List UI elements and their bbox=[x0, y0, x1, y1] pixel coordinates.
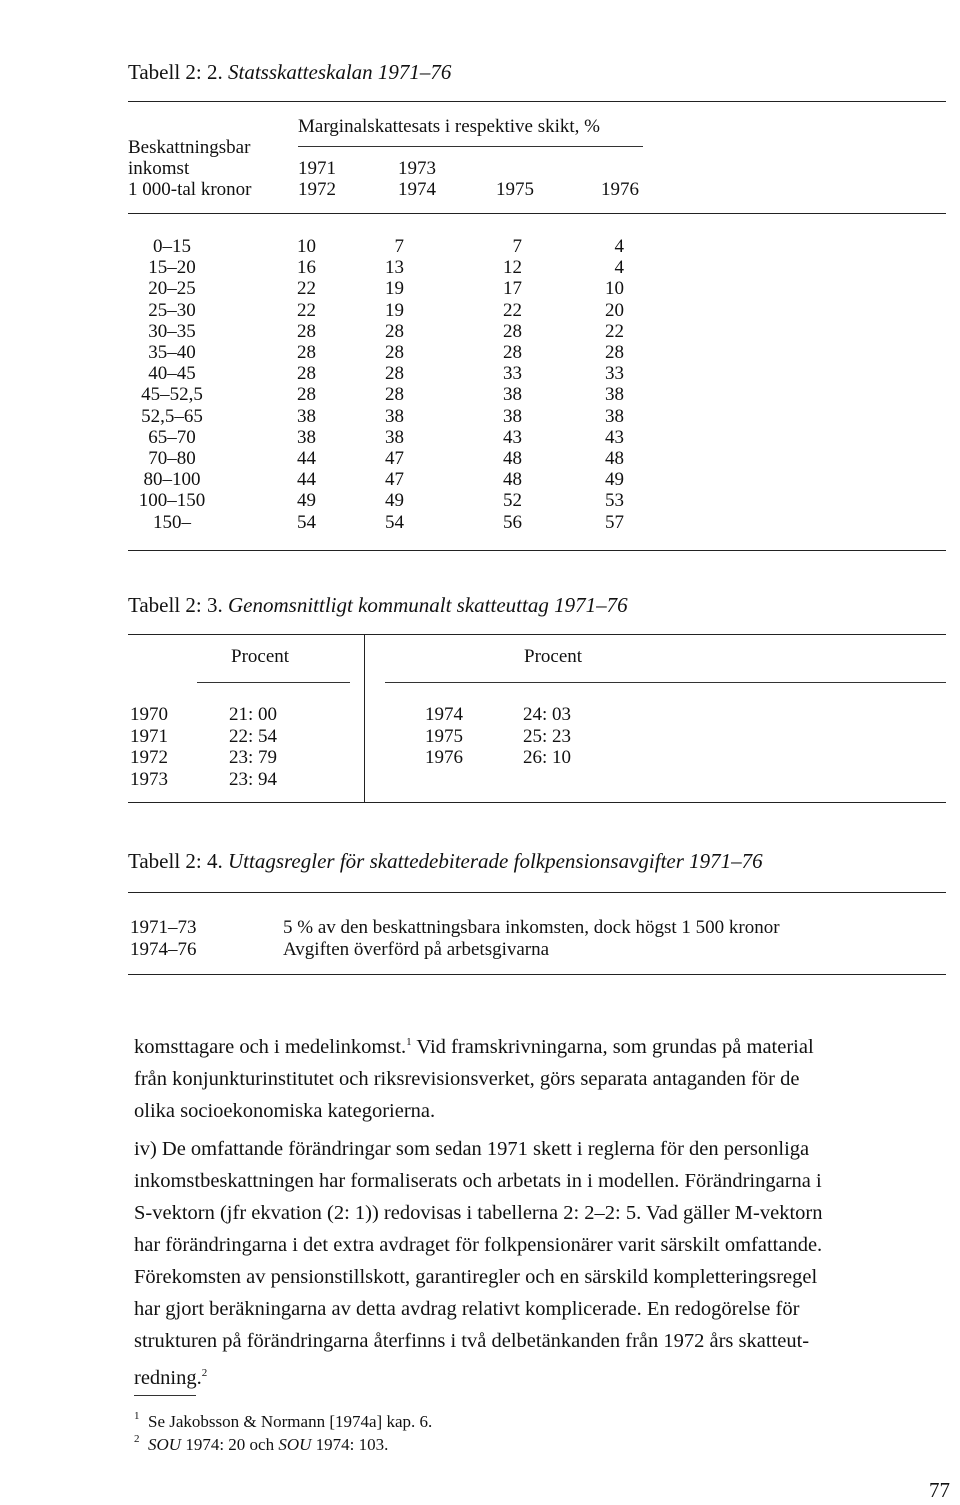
table-2-3-left-year: 1970 bbox=[130, 704, 168, 725]
table-2-3-bottom-rule bbox=[128, 802, 946, 803]
table-2-2-value-cell: 38 bbox=[503, 384, 522, 406]
table-2-3-right-year: 1974 bbox=[425, 704, 463, 725]
table-2-2-value-cell: 47 bbox=[385, 469, 404, 491]
table-2-2-value-cell: 44 bbox=[297, 448, 316, 469]
footnote-2-sou-1: SOU bbox=[148, 1435, 182, 1454]
p1-line-2: från konjunkturinstitutet och riksrevisionsverket, görs separata antaganden för de bbox=[134, 1068, 800, 1090]
table-2-2-stub-cell: 45–52,5 bbox=[141, 384, 203, 406]
table-2-2-value-cell: 16 bbox=[297, 257, 316, 279]
footnote-rule bbox=[134, 1395, 196, 1396]
table-2-2-title: Statsskatteskalan 1971–76 bbox=[228, 60, 452, 84]
table-2-2-top-rule bbox=[128, 101, 946, 102]
table-2-2-stub-cell: 65–70 bbox=[148, 426, 196, 448]
table-2-2-value-cell: 48 bbox=[503, 448, 522, 469]
table-2-2-stub-cell: 52,5–65 bbox=[141, 405, 203, 427]
table-2-2-value-cell: 54 bbox=[297, 511, 316, 533]
table-2-2-value-cell: 38 bbox=[605, 405, 624, 427]
table-2-3-left-year: 1972 bbox=[130, 747, 168, 768]
table-2-2-value-cell: 28 bbox=[605, 342, 624, 363]
table-2-2-value-cell: 44 bbox=[297, 469, 316, 491]
footnote-2-sou-2: SOU bbox=[278, 1435, 312, 1454]
table-2-3-right-value: 24: 03 bbox=[523, 704, 572, 725]
footnote-2-text-1: 1974: 20 och bbox=[181, 1435, 279, 1454]
table-2-3-caption bbox=[128, 593, 628, 618]
table-2-2-spanner-rule bbox=[298, 146, 643, 147]
table-2-4-row-1-text: 5 % av den beskattningsbara inkomsten, dock högst 1 500 kronor bbox=[283, 917, 780, 938]
table-2-3-right-value: 26: 10 bbox=[523, 747, 572, 768]
table-2-2-value-cell: 28 bbox=[297, 363, 316, 385]
table-2-2-value-cell: 17 bbox=[503, 278, 522, 300]
table-2-2-value-cell: 7 bbox=[512, 236, 522, 257]
table-2-2-value-cell: 49 bbox=[297, 490, 316, 512]
table-2-4-row-1-period: 1971–73 bbox=[130, 917, 197, 938]
page-number: 77 bbox=[929, 1478, 950, 1502]
table-2-3-left-value: 21: 00 bbox=[229, 704, 278, 725]
table-2-2-header-rule bbox=[128, 213, 946, 214]
table-2-2-value-cell: 22 bbox=[297, 299, 316, 321]
table-2-2-value-cell: 33 bbox=[503, 363, 522, 385]
table-2-2-value-cell: 4 bbox=[614, 236, 624, 257]
table-2-2-stub-cell: 100–150 bbox=[138, 490, 206, 512]
stub-header-line-2: inkomst bbox=[128, 158, 190, 179]
table-2-2-value-cell: 13 bbox=[385, 257, 404, 279]
col-header-2-line-1: 1973 bbox=[398, 158, 436, 179]
table-2-2-value-cell: 28 bbox=[385, 320, 404, 342]
table-2-2-stub-cell: 70–80 bbox=[148, 448, 196, 469]
table-2-4-row-2-text: Avgiften överförd på arbetsgivarna bbox=[283, 939, 550, 960]
p2-line-8: redning. bbox=[134, 1367, 202, 1389]
table-2-2-value-cell: 28 bbox=[297, 384, 316, 406]
col-header-1-line-1: 1971 bbox=[298, 158, 336, 179]
table-2-2-value-cell: 38 bbox=[297, 405, 316, 427]
table-2-3-left-header: Procent bbox=[231, 646, 290, 667]
table-2-2-stub-cell: 40–45 bbox=[148, 363, 196, 385]
table-2-2-value-cell: 22 bbox=[605, 320, 624, 342]
table-2-3-right-value: 25: 23 bbox=[523, 725, 572, 747]
table-2-2-value-cell: 53 bbox=[605, 490, 624, 512]
stub-header-line-1: Beskattningsbar bbox=[128, 137, 251, 158]
table-2-3-left-header-rule bbox=[197, 682, 350, 683]
p2-line-2: inkomstbeskattningen har formaliserats och arbetats in i modellen. Förändringarna i bbox=[134, 1170, 822, 1192]
table-2-2-value-cell: 57 bbox=[605, 511, 624, 533]
table-2-2-stub-cell: 80–100 bbox=[143, 469, 201, 491]
p2-line-7: strukturen på förändringarna återfinns i två delbetänkanden från 1972 års skatteut- bbox=[134, 1330, 810, 1352]
table-2-4-bottom-rule bbox=[128, 974, 946, 975]
table-2-2-value-cell: 54 bbox=[385, 511, 404, 533]
footnote-2 bbox=[134, 1433, 388, 1455]
table-2-2-bottom-rule bbox=[128, 550, 946, 551]
p2-line-1: iv) De omfattande förändringar som sedan 1971 skett i reglerna för den personliga bbox=[134, 1138, 810, 1160]
table-2-3-left-value: 23: 79 bbox=[229, 747, 278, 768]
table-2-3-divider bbox=[364, 634, 365, 802]
p1-line-1-tail: Vid framskrivningarna, som grundas på material bbox=[411, 1036, 814, 1058]
table-2-2-value-cell: 28 bbox=[297, 342, 316, 363]
table-2-2-value-cell: 48 bbox=[503, 469, 522, 491]
table-2-3-left-value: 23: 94 bbox=[229, 768, 278, 790]
table-2-3-title: Genomsnittligt kommunalt skatteuttag 1971–76 bbox=[228, 593, 628, 617]
p1-line-3: olika socioekonomiska kategorierna. bbox=[134, 1100, 436, 1122]
table-2-2-stub-cell: 20–25 bbox=[148, 278, 196, 300]
table-2-3-right-year: 1975 bbox=[425, 725, 463, 747]
p1-line-1: komsttagare och i medelinkomst. bbox=[134, 1036, 407, 1058]
table-2-2-stub-cell: 15–20 bbox=[148, 257, 196, 279]
table-2-3-right-header-rule bbox=[385, 682, 946, 683]
table-2-2-value-cell: 38 bbox=[385, 426, 404, 448]
table-2-3-left-value: 22: 54 bbox=[229, 725, 278, 747]
table-2-4-label: Tabell 2: 4. bbox=[128, 849, 223, 873]
table-2-4-caption bbox=[128, 849, 763, 874]
table-2-2-value-cell: 22 bbox=[503, 299, 522, 321]
table-2-2-spanner: Marginalskattesats i respektive skikt, % bbox=[298, 116, 601, 137]
table-2-4-row-2-period: 1974–76 bbox=[130, 939, 197, 960]
table-2-2-value-cell: 33 bbox=[605, 363, 624, 385]
table-2-2-value-cell: 43 bbox=[503, 426, 522, 448]
table-2-2-value-cell: 28 bbox=[297, 320, 316, 342]
table-2-2-value-cell: 19 bbox=[385, 299, 404, 321]
table-2-2-value-cell: 43 bbox=[605, 426, 624, 448]
table-2-2-label: Tabell 2: 2. bbox=[128, 60, 223, 84]
p2-line-4: har förändringarna i det extra avdraget för folkpensionärer varit särskilt omfattande. bbox=[134, 1234, 823, 1256]
table-2-2-value-cell: 38 bbox=[297, 426, 316, 448]
table-2-2-value-cell: 47 bbox=[385, 448, 404, 469]
table-2-2-value-cell: 7 bbox=[394, 236, 404, 257]
stub-header-line-3: 1 000-tal kronor bbox=[128, 179, 252, 200]
table-2-2-stub-cell: 0–15 bbox=[153, 236, 191, 257]
table-2-2-value-cell: 22 bbox=[297, 278, 316, 300]
col-header-3: 1975 bbox=[496, 179, 534, 200]
footnote-1-number: 1 bbox=[134, 1410, 140, 1422]
col-header-4: 1976 bbox=[601, 179, 639, 200]
table-2-3-right-header: Procent bbox=[524, 646, 583, 667]
table-2-2-stub-cell: 30–35 bbox=[148, 320, 196, 342]
table-2-2-value-cell: 4 bbox=[614, 257, 624, 279]
table-2-3-left-year: 1971 bbox=[130, 725, 168, 747]
table-2-2-value-cell: 38 bbox=[503, 405, 522, 427]
table-2-4-title: Uttagsregler för skattedebiterade folkpensionsavgifter 1971–76 bbox=[228, 849, 763, 873]
body-paragraph-2 bbox=[134, 1133, 822, 1394]
table-2-2-value-cell: 28 bbox=[503, 320, 522, 342]
footnote-ref-2: 2 bbox=[201, 1367, 208, 1379]
table-2-2-stub-cell: 150– bbox=[153, 511, 191, 533]
table-2-3-left-year: 1973 bbox=[130, 768, 168, 790]
p2-line-3: S-vektorn (jfr ekvation (2: 1)) redovisas i tabellerna 2: 2–2: 5. Vad gäller M-vektorn bbox=[134, 1202, 823, 1224]
table-2-2-value-cell: 28 bbox=[385, 342, 404, 363]
table-2-2-value-cell: 19 bbox=[385, 278, 404, 300]
table-2-3-top-rule bbox=[128, 634, 946, 635]
footnote-ref-1: 1 bbox=[406, 1036, 412, 1048]
table-2-2-value-cell: 20 bbox=[605, 299, 624, 321]
table-2-2-value-cell: 10 bbox=[605, 278, 624, 300]
table-2-4-top-rule bbox=[128, 892, 946, 893]
table-2-3-right-year: 1976 bbox=[425, 747, 463, 768]
footnote-1-text: Se Jakobsson & Normann [1974a] kap. 6. bbox=[148, 1412, 433, 1431]
footnote-2-number: 2 bbox=[134, 1433, 140, 1445]
footnote-1 bbox=[134, 1410, 432, 1432]
table-2-2-value-cell: 49 bbox=[605, 469, 624, 491]
table-2-2-value-cell: 38 bbox=[385, 405, 404, 427]
table-2-3-label: Tabell 2: 3. bbox=[128, 593, 223, 617]
table-2-2-value-cell: 52 bbox=[503, 490, 522, 512]
col-header-1-line-2: 1972 bbox=[298, 179, 336, 200]
table-2-2-value-cell: 48 bbox=[605, 448, 624, 469]
table-2-2-value-cell: 38 bbox=[605, 384, 624, 406]
table-2-2-caption bbox=[128, 60, 451, 85]
table-2-2-value-cell: 12 bbox=[503, 257, 522, 279]
table-2-2-value-cell: 28 bbox=[385, 384, 404, 406]
p2-line-5: Förekomsten av pensionstillskott, garantiregler och en särskild kompletteringsregel bbox=[134, 1266, 818, 1288]
p2-line-6: har gjort beräkningarna av detta avdrag relativt komplicerade. En redogörelse för bbox=[134, 1298, 800, 1320]
table-2-2-stub-cell: 35–40 bbox=[148, 342, 196, 363]
table-2-2-value-cell: 49 bbox=[385, 490, 404, 512]
footnote-2-text-2: 1974: 103. bbox=[311, 1435, 389, 1454]
table-2-2-value-cell: 28 bbox=[503, 342, 522, 363]
table-2-2-value-cell: 10 bbox=[297, 236, 316, 257]
table-2-2-stub-cell: 25–30 bbox=[148, 299, 196, 321]
col-header-2-line-2: 1974 bbox=[398, 179, 436, 200]
table-2-2-value-cell: 28 bbox=[385, 363, 404, 385]
table-2-2-value-cell: 56 bbox=[503, 511, 522, 533]
body-paragraph-1 bbox=[134, 1026, 814, 1127]
